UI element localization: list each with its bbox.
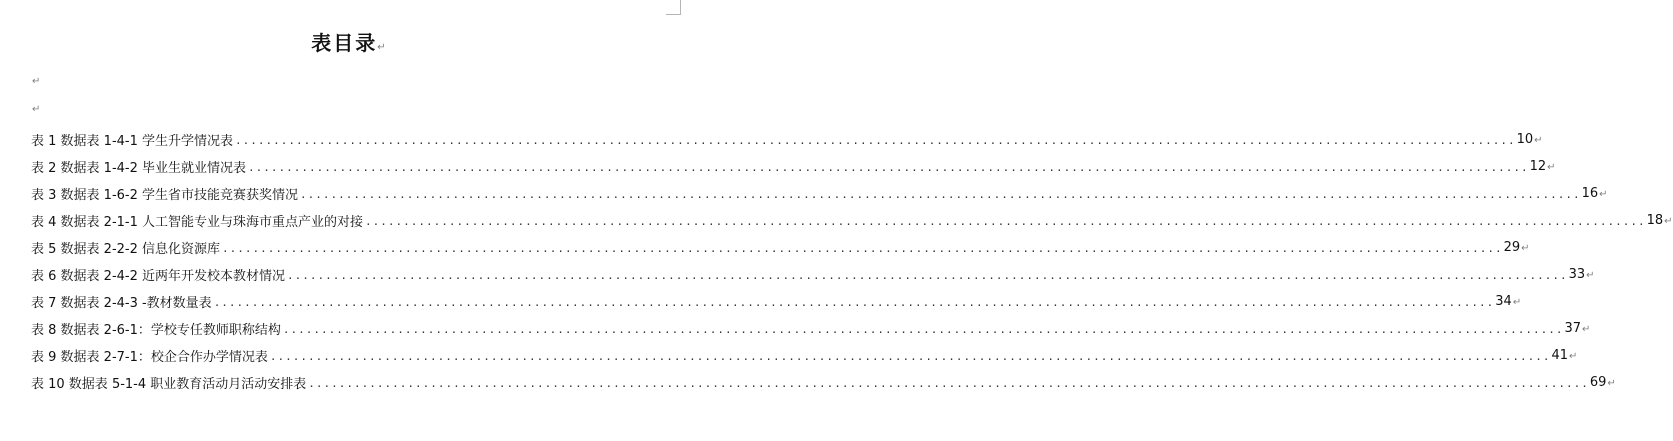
toc-dot-leader: ........................................................................................................................................................................ (300, 188, 1581, 201)
toc-entry-page (1563, 321, 1590, 336)
toc-page-number: 41 (1551, 348, 1569, 363)
toc-entry-page (1529, 159, 1556, 174)
page-corner-mark (666, 0, 681, 15)
toc-page-number: 12 (1529, 159, 1547, 174)
toc-entry-page (1568, 267, 1595, 282)
toc-entry[interactable] (31, 342, 1578, 369)
paragraph-mark-icon: ↵ (1534, 135, 1543, 146)
toc-page-number: 33 (1568, 267, 1586, 282)
toc-entry-label: 表 7 数据表 2-4-3 -教材数量表 (31, 296, 212, 311)
paragraph-mark-icon: ↵ (1569, 351, 1578, 362)
toc-entry-label: 表 2 数据表 1-4-2 毕业生就业情况表 (31, 161, 246, 176)
toc-dot-leader: ........................................................................................................................................................................ (248, 161, 1529, 174)
toc-page-number: 29 (1503, 240, 1521, 255)
toc-dot-leader: ........................................................................................................................................................................ (235, 134, 1516, 147)
paragraph-mark-icon: ↵ (1521, 243, 1530, 254)
toc-entry-page (1503, 240, 1530, 255)
toc-entry-label: 表 10 数据表 5-1-4 职业教育活动月活动安排表 (31, 377, 307, 392)
toc-page-number: 69 (1589, 375, 1607, 390)
page-title (0, 27, 697, 56)
toc-page-number: 16 (1581, 186, 1599, 201)
toc-entry-page (1646, 213, 1673, 228)
paragraph-mark-icon: ↵ (1547, 162, 1556, 173)
toc-entry[interactable] (31, 207, 1673, 234)
empty-paragraph-mark-icon: ↵ (32, 104, 41, 115)
paragraph-mark-icon: ↵ (1664, 216, 1673, 227)
toc-entry[interactable] (31, 126, 1543, 153)
toc-dot-leader: ........................................................................................................................................................................ (213, 296, 1495, 309)
toc-dot-leader: ........................................................................................................................................................................ (308, 377, 1589, 390)
toc-entry[interactable] (31, 234, 1530, 261)
toc-page-number: 34 (1495, 294, 1512, 309)
toc-page-number: 18 (1646, 213, 1664, 228)
toc-entry[interactable] (31, 369, 1616, 396)
toc-dot-leader: ........................................................................................................................................................................ (269, 350, 1551, 363)
toc-entry-label: 表 9 数据表 2-7-1：校企合作办学情况表 (31, 350, 268, 365)
toc-entry[interactable] (31, 261, 1595, 288)
paragraph-mark-icon: ↵ (377, 42, 386, 53)
title-text: 表目录 (311, 31, 378, 55)
empty-paragraph-mark-icon: ↵ (32, 76, 41, 87)
toc-entry-label: 表 4 数据表 2-1-1 人工智能专业与珠海市重点产业的对接 (31, 215, 363, 230)
toc-page-number: 10 (1516, 132, 1534, 147)
paragraph-mark-icon: ↵ (1582, 324, 1591, 335)
toc-entry-page (1516, 132, 1543, 147)
toc-dot-leader: ........................................................................................................................................................................ (222, 242, 1503, 255)
toc-entry-label: 表 3 数据表 1-6-2 学生省市技能竞赛获奖情况 (31, 188, 298, 203)
paragraph-mark-icon: ↵ (1512, 297, 1522, 308)
toc-entry[interactable] (31, 153, 1556, 180)
toc-page-number: 37 (1564, 321, 1582, 336)
paragraph-mark-icon: ↵ (1586, 270, 1595, 281)
toc-entry-page (1581, 186, 1608, 201)
toc-entry[interactable] (31, 288, 1522, 315)
toc-dot-leader: ........................................................................................................................................................................ (365, 215, 1646, 228)
toc-entry-label: 表 8 数据表 2-6-1：学校专任教师职称结构 (31, 323, 281, 338)
toc-dot-leader: ........................................................................................................................................................................ (282, 323, 1564, 336)
paragraph-mark-icon: ↵ (1607, 378, 1616, 389)
toc-entry-page (1494, 294, 1521, 309)
table-of-figures (31, 126, 1673, 396)
toc-entry-page (1589, 375, 1616, 390)
toc-entry[interactable] (31, 315, 1591, 342)
toc-entry-label: 表 1 数据表 1-4-1 学生升学情况表 (31, 134, 233, 149)
toc-entry-label: 表 5 数据表 2-2-2 信息化资源库 (31, 242, 220, 257)
toc-entry[interactable] (31, 180, 1608, 207)
toc-entry-page (1550, 348, 1577, 363)
toc-dot-leader: ........................................................................................................................................................................ (287, 269, 1568, 282)
paragraph-mark-icon: ↵ (1599, 189, 1608, 200)
toc-entry-label: 表 6 数据表 2-4-2 近两年开发校本教材情况 (31, 269, 285, 284)
